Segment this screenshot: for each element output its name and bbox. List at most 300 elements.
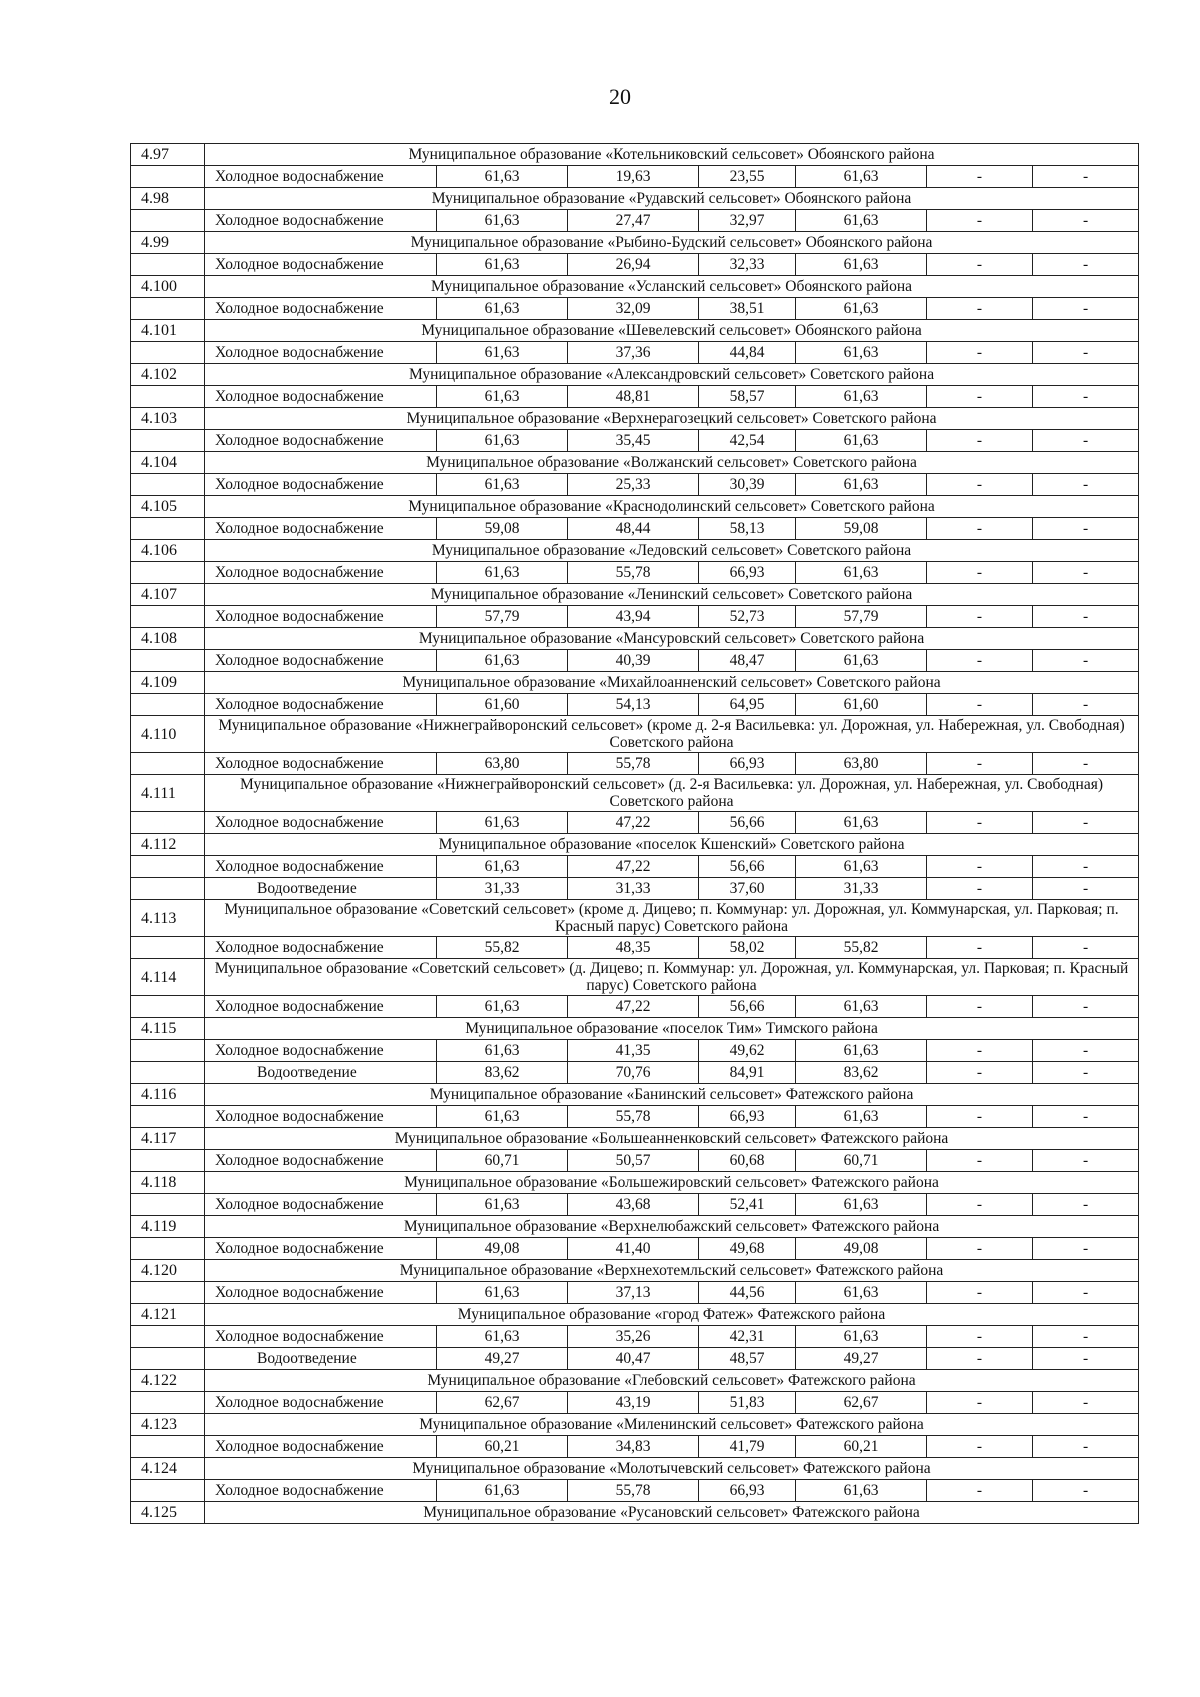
empty-cell bbox=[131, 430, 205, 452]
group-title: Муниципальное образование «Молотычевский сельсовет» Фатежского района bbox=[205, 1458, 1139, 1480]
group-number: 4.105 bbox=[131, 496, 205, 518]
service-row bbox=[131, 1348, 1139, 1370]
tariff-value: 55,78 bbox=[568, 562, 699, 584]
tariff-value: 40,47 bbox=[568, 1348, 699, 1370]
tariff-value: 61,63 bbox=[796, 856, 927, 878]
tariff-value: 61,63 bbox=[437, 1480, 568, 1502]
empty-cell bbox=[131, 1436, 205, 1458]
service-name: Холодное водоснабжение bbox=[205, 1436, 437, 1458]
tariff-value: 44,84 bbox=[699, 342, 796, 364]
tariff-value: 42,54 bbox=[699, 430, 796, 452]
empty-cell bbox=[131, 518, 205, 540]
tariff-value: - bbox=[927, 650, 1033, 672]
tariff-value: - bbox=[927, 878, 1033, 900]
tariff-value: 60,71 bbox=[796, 1150, 927, 1172]
tariff-value: 49,08 bbox=[437, 1238, 568, 1260]
group-title: Муниципальное образование «Михайлоанненский сельсовет» Советского района bbox=[205, 672, 1139, 694]
group-header-row bbox=[131, 408, 1139, 430]
group-title: Муниципальное образование «Мансуровский сельсовет» Советского района bbox=[205, 628, 1139, 650]
tariff-value: - bbox=[1033, 1106, 1139, 1128]
group-title: Муниципальное образование «Верхнелюбажский сельсовет» Фатежского района bbox=[205, 1216, 1139, 1238]
service-row bbox=[131, 1040, 1139, 1062]
tariff-value: 61,63 bbox=[796, 210, 927, 232]
group-title: Муниципальное образование «Ленинский сельсовет» Советского района bbox=[205, 584, 1139, 606]
service-row bbox=[131, 1106, 1139, 1128]
group-title: Муниципальное образование «Рыбино-Будский сельсовет» Обоянского района bbox=[205, 232, 1139, 254]
tariff-value: - bbox=[927, 166, 1033, 188]
group-header-row bbox=[131, 188, 1139, 210]
service-name: Холодное водоснабжение bbox=[205, 1040, 437, 1062]
group-title: Муниципальное образование «Верхнерагозецкий сельсовет» Советского района bbox=[205, 408, 1139, 430]
tariff-value: 55,78 bbox=[568, 1480, 699, 1502]
tariff-value: 61,63 bbox=[796, 386, 927, 408]
tariff-value: 60,21 bbox=[796, 1436, 927, 1458]
group-number: 4.119 bbox=[131, 1216, 205, 1238]
service-name: Холодное водоснабжение bbox=[205, 254, 437, 276]
group-header-row bbox=[131, 276, 1139, 298]
tariff-value: - bbox=[927, 606, 1033, 628]
tariff-value: - bbox=[1033, 1392, 1139, 1414]
tariff-value: - bbox=[1033, 1282, 1139, 1304]
tariff-value: 38,51 bbox=[699, 298, 796, 320]
tariff-value: 48,47 bbox=[699, 650, 796, 672]
tariff-value: - bbox=[1033, 518, 1139, 540]
tariff-value: 48,35 bbox=[568, 937, 699, 959]
tariff-value: 61,63 bbox=[437, 210, 568, 232]
tariff-value: 61,63 bbox=[437, 298, 568, 320]
service-row bbox=[131, 996, 1139, 1018]
tariff-value: 62,67 bbox=[437, 1392, 568, 1414]
service-row bbox=[131, 1392, 1139, 1414]
empty-cell bbox=[131, 166, 205, 188]
service-name: Холодное водоснабжение bbox=[205, 298, 437, 320]
tariff-value: 61,63 bbox=[437, 342, 568, 364]
tariff-value: 48,81 bbox=[568, 386, 699, 408]
group-header-row bbox=[131, 959, 1139, 996]
tariff-value: 59,08 bbox=[796, 518, 927, 540]
service-row bbox=[131, 430, 1139, 452]
service-row bbox=[131, 1194, 1139, 1216]
tariff-value: - bbox=[1033, 606, 1139, 628]
empty-cell bbox=[131, 856, 205, 878]
tariff-value: 58,13 bbox=[699, 518, 796, 540]
tariff-value: - bbox=[1033, 753, 1139, 775]
group-number: 4.100 bbox=[131, 276, 205, 298]
service-name: Водоотведение bbox=[205, 1062, 437, 1084]
tariff-value: - bbox=[927, 856, 1033, 878]
tariff-value: 32,09 bbox=[568, 298, 699, 320]
group-title: Муниципальное образование «город Фатеж» Фатежского района bbox=[205, 1304, 1139, 1326]
group-title: Муниципальное образование «поселок Тим» Тимского района bbox=[205, 1018, 1139, 1040]
tariff-value: 61,63 bbox=[437, 812, 568, 834]
tariff-value: 62,67 bbox=[796, 1392, 927, 1414]
group-header-row bbox=[131, 834, 1139, 856]
service-row bbox=[131, 694, 1139, 716]
service-row bbox=[131, 606, 1139, 628]
service-row bbox=[131, 1238, 1139, 1260]
tariff-value: 52,73 bbox=[699, 606, 796, 628]
tariff-value: 41,79 bbox=[699, 1436, 796, 1458]
service-row bbox=[131, 753, 1139, 775]
tariff-value: 41,35 bbox=[568, 1040, 699, 1062]
tariff-value: 61,63 bbox=[437, 996, 568, 1018]
group-number: 4.118 bbox=[131, 1172, 205, 1194]
tariff-value: 61,63 bbox=[437, 1326, 568, 1348]
tariff-value: 50,57 bbox=[568, 1150, 699, 1172]
group-number: 4.117 bbox=[131, 1128, 205, 1150]
tariff-value: - bbox=[1033, 210, 1139, 232]
service-name: Холодное водоснабжение bbox=[205, 210, 437, 232]
tariff-value: 56,66 bbox=[699, 996, 796, 1018]
tariff-value: 61,63 bbox=[796, 650, 927, 672]
service-row bbox=[131, 937, 1139, 959]
group-number: 4.110 bbox=[131, 716, 205, 753]
empty-cell bbox=[131, 254, 205, 276]
tariff-value: - bbox=[927, 342, 1033, 364]
tariff-value: 61,63 bbox=[796, 166, 927, 188]
tariff-value: 37,60 bbox=[699, 878, 796, 900]
group-header-row bbox=[131, 1084, 1139, 1106]
group-title: Муниципальное образование «Нижнеграйворонский сельсовет» (кроме д. 2-я Васильевка: ул. Дорожная, ул. Набережная, ул. Свободная) Советского района bbox=[205, 716, 1139, 753]
group-number: 4.116 bbox=[131, 1084, 205, 1106]
group-number: 4.122 bbox=[131, 1370, 205, 1392]
tariff-value: 63,80 bbox=[796, 753, 927, 775]
tariff-value: 37,13 bbox=[568, 1282, 699, 1304]
service-name: Холодное водоснабжение bbox=[205, 856, 437, 878]
service-name: Холодное водоснабжение bbox=[205, 518, 437, 540]
service-row bbox=[131, 474, 1139, 496]
service-name: Холодное водоснабжение bbox=[205, 650, 437, 672]
service-name: Холодное водоснабжение bbox=[205, 1150, 437, 1172]
tariff-value: - bbox=[927, 1194, 1033, 1216]
tariff-value: 31,33 bbox=[437, 878, 568, 900]
tariff-value: 61,63 bbox=[796, 1106, 927, 1128]
tariff-value: 31,33 bbox=[796, 878, 927, 900]
service-name: Холодное водоснабжение bbox=[205, 562, 437, 584]
tariff-value: 56,66 bbox=[699, 856, 796, 878]
group-number: 4.111 bbox=[131, 775, 205, 812]
tariff-value: 61,63 bbox=[437, 386, 568, 408]
tariff-table bbox=[130, 143, 1139, 1524]
service-row bbox=[131, 878, 1139, 900]
group-number: 4.124 bbox=[131, 1458, 205, 1480]
tariff-value: 48,44 bbox=[568, 518, 699, 540]
service-name: Холодное водоснабжение bbox=[205, 606, 437, 628]
group-title: Муниципальное образование «Волжанский сельсовет» Советского района bbox=[205, 452, 1139, 474]
tariff-value: 60,71 bbox=[437, 1150, 568, 1172]
tariff-value: 61,63 bbox=[796, 1326, 927, 1348]
group-header-row bbox=[131, 320, 1139, 342]
service-name: Водоотведение bbox=[205, 878, 437, 900]
tariff-value: 48,57 bbox=[699, 1348, 796, 1370]
tariff-value: 64,95 bbox=[699, 694, 796, 716]
tariff-value: - bbox=[1033, 254, 1139, 276]
service-name: Холодное водоснабжение bbox=[205, 386, 437, 408]
tariff-value: 66,93 bbox=[699, 753, 796, 775]
group-title: Муниципальное образование «Банинский сельсовет» Фатежского района bbox=[205, 1084, 1139, 1106]
tariff-value: - bbox=[927, 1436, 1033, 1458]
tariff-value: 49,62 bbox=[699, 1040, 796, 1062]
group-header-row bbox=[131, 1458, 1139, 1480]
group-number: 4.101 bbox=[131, 320, 205, 342]
tariff-value: 23,55 bbox=[699, 166, 796, 188]
group-title: Муниципальное образование «Ледовский сельсовет» Советского района bbox=[205, 540, 1139, 562]
service-row bbox=[131, 386, 1139, 408]
service-row bbox=[131, 856, 1139, 878]
tariff-value: 61,63 bbox=[796, 1194, 927, 1216]
group-title: Муниципальное образование «Александровский сельсовет» Советского района bbox=[205, 364, 1139, 386]
tariff-value: 47,22 bbox=[568, 812, 699, 834]
group-title: Муниципальное образование «Нижнеграйворонский сельсовет» (д. 2-я Васильевка: ул. Дорожная, ул. Набережная, ул. Свободная) Советского района bbox=[205, 775, 1139, 812]
empty-cell bbox=[131, 1392, 205, 1414]
service-name: Холодное водоснабжение bbox=[205, 1194, 437, 1216]
tariff-value: - bbox=[927, 1348, 1033, 1370]
service-name: Холодное водоснабжение bbox=[205, 430, 437, 452]
group-header-row bbox=[131, 364, 1139, 386]
tariff-value: 61,63 bbox=[437, 474, 568, 496]
tariff-value: 60,68 bbox=[699, 1150, 796, 1172]
tariff-value: - bbox=[927, 210, 1033, 232]
tariff-value: 40,39 bbox=[568, 650, 699, 672]
tariff-value: 61,63 bbox=[796, 298, 927, 320]
tariff-value: - bbox=[1033, 1062, 1139, 1084]
group-number: 4.125 bbox=[131, 1502, 205, 1524]
tariff-value: - bbox=[927, 1238, 1033, 1260]
group-title: Муниципальное образование «Миленинский сельсовет» Фатежского района bbox=[205, 1414, 1139, 1436]
tariff-value: - bbox=[927, 254, 1033, 276]
tariff-value: - bbox=[1033, 474, 1139, 496]
tariff-value: 26,94 bbox=[568, 254, 699, 276]
tariff-value: 55,78 bbox=[568, 1106, 699, 1128]
service-row bbox=[131, 1282, 1139, 1304]
tariff-value: 56,66 bbox=[699, 812, 796, 834]
group-title: Муниципальное образование «Рудавский сельсовет» Обоянского района bbox=[205, 188, 1139, 210]
service-name: Холодное водоснабжение bbox=[205, 474, 437, 496]
tariff-value: 52,41 bbox=[699, 1194, 796, 1216]
tariff-value: 83,62 bbox=[796, 1062, 927, 1084]
tariff-value: 25,33 bbox=[568, 474, 699, 496]
tariff-value: 61,63 bbox=[796, 430, 927, 452]
service-row bbox=[131, 1480, 1139, 1502]
tariff-value: - bbox=[927, 1040, 1033, 1062]
tariff-value: 61,63 bbox=[437, 562, 568, 584]
group-header-row bbox=[131, 1018, 1139, 1040]
empty-cell bbox=[131, 650, 205, 672]
tariff-value: - bbox=[927, 474, 1033, 496]
group-header-row bbox=[131, 584, 1139, 606]
empty-cell bbox=[131, 298, 205, 320]
service-name: Водоотведение bbox=[205, 1348, 437, 1370]
tariff-value: - bbox=[1033, 430, 1139, 452]
tariff-value: 61,60 bbox=[437, 694, 568, 716]
service-name: Холодное водоснабжение bbox=[205, 1282, 437, 1304]
table-body bbox=[131, 144, 1139, 1524]
tariff-value: - bbox=[1033, 937, 1139, 959]
group-number: 4.104 bbox=[131, 452, 205, 474]
empty-cell bbox=[131, 1150, 205, 1172]
group-number: 4.114 bbox=[131, 959, 205, 996]
service-name: Холодное водоснабжение bbox=[205, 1480, 437, 1502]
group-header-row bbox=[131, 540, 1139, 562]
service-row bbox=[131, 1150, 1139, 1172]
tariff-value: 59,08 bbox=[437, 518, 568, 540]
service-name: Холодное водоснабжение bbox=[205, 1326, 437, 1348]
service-row bbox=[131, 812, 1139, 834]
tariff-value: 31,33 bbox=[568, 878, 699, 900]
tariff-value: - bbox=[927, 1480, 1033, 1502]
service-row bbox=[131, 518, 1139, 540]
tariff-value: - bbox=[927, 812, 1033, 834]
service-name: Холодное водоснабжение bbox=[205, 996, 437, 1018]
group-number: 4.121 bbox=[131, 1304, 205, 1326]
service-row bbox=[131, 210, 1139, 232]
tariff-value: 61,63 bbox=[796, 812, 927, 834]
tariff-value: 41,40 bbox=[568, 1238, 699, 1260]
group-number: 4.109 bbox=[131, 672, 205, 694]
group-number: 4.112 bbox=[131, 834, 205, 856]
group-header-row bbox=[131, 1172, 1139, 1194]
tariff-value: - bbox=[1033, 1194, 1139, 1216]
group-header-row bbox=[131, 775, 1139, 812]
group-title: Муниципальное образование «Глебовский сельсовет» Фатежского района bbox=[205, 1370, 1139, 1392]
empty-cell bbox=[131, 1194, 205, 1216]
tariff-value: 43,19 bbox=[568, 1392, 699, 1414]
service-row bbox=[131, 1326, 1139, 1348]
tariff-value: 61,63 bbox=[437, 1106, 568, 1128]
tariff-value: - bbox=[1033, 386, 1139, 408]
tariff-value: 61,63 bbox=[437, 1282, 568, 1304]
tariff-value: 61,63 bbox=[437, 1040, 568, 1062]
tariff-value: - bbox=[1033, 996, 1139, 1018]
group-number: 4.113 bbox=[131, 900, 205, 937]
empty-cell bbox=[131, 1238, 205, 1260]
service-row bbox=[131, 342, 1139, 364]
empty-cell bbox=[131, 210, 205, 232]
tariff-value: - bbox=[1033, 856, 1139, 878]
tariff-value: 57,79 bbox=[796, 606, 927, 628]
tariff-value: 43,94 bbox=[568, 606, 699, 628]
tariff-value: 61,63 bbox=[796, 996, 927, 1018]
tariff-value: - bbox=[1033, 1348, 1139, 1370]
group-header-row bbox=[131, 1216, 1139, 1238]
tariff-value: 61,63 bbox=[796, 474, 927, 496]
tariff-value: - bbox=[927, 1062, 1033, 1084]
group-title: Муниципальное образование «Большежировский сельсовет» Фатежского района bbox=[205, 1172, 1139, 1194]
tariff-value: 61,63 bbox=[437, 856, 568, 878]
service-row bbox=[131, 1436, 1139, 1458]
tariff-value: - bbox=[927, 1392, 1033, 1414]
service-row bbox=[131, 562, 1139, 584]
tariff-value: 61,63 bbox=[437, 166, 568, 188]
tariff-value: - bbox=[1033, 562, 1139, 584]
tariff-value: 37,36 bbox=[568, 342, 699, 364]
tariff-value: - bbox=[1033, 1238, 1139, 1260]
group-header-row bbox=[131, 900, 1139, 937]
tariff-value: 61,63 bbox=[796, 342, 927, 364]
group-header-row bbox=[131, 1128, 1139, 1150]
tariff-value: - bbox=[1033, 342, 1139, 364]
tariff-value: 27,47 bbox=[568, 210, 699, 232]
empty-cell bbox=[131, 996, 205, 1018]
group-header-row bbox=[131, 1414, 1139, 1436]
tariff-value: 66,93 bbox=[699, 1480, 796, 1502]
tariff-value: 55,82 bbox=[796, 937, 927, 959]
service-row bbox=[131, 254, 1139, 276]
group-header-row bbox=[131, 1260, 1139, 1282]
tariff-value: 35,26 bbox=[568, 1326, 699, 1348]
tariff-value: 63,80 bbox=[437, 753, 568, 775]
tariff-value: - bbox=[927, 753, 1033, 775]
tariff-value: - bbox=[927, 1326, 1033, 1348]
service-name: Холодное водоснабжение bbox=[205, 166, 437, 188]
empty-cell bbox=[131, 1282, 205, 1304]
tariff-value: - bbox=[1033, 1436, 1139, 1458]
group-number: 4.98 bbox=[131, 188, 205, 210]
group-number: 4.106 bbox=[131, 540, 205, 562]
group-number: 4.102 bbox=[131, 364, 205, 386]
tariff-value: 49,27 bbox=[796, 1348, 927, 1370]
tariff-value: 58,57 bbox=[699, 386, 796, 408]
group-header-row bbox=[131, 1304, 1139, 1326]
empty-cell bbox=[131, 1326, 205, 1348]
service-name: Холодное водоснабжение bbox=[205, 937, 437, 959]
tariff-value: 43,68 bbox=[568, 1194, 699, 1216]
tariff-value: 49,68 bbox=[699, 1238, 796, 1260]
service-row bbox=[131, 1062, 1139, 1084]
tariff-value: 70,76 bbox=[568, 1062, 699, 1084]
group-header-row bbox=[131, 628, 1139, 650]
group-number: 4.123 bbox=[131, 1414, 205, 1436]
page-number: 20 bbox=[609, 84, 631, 109]
group-header-row bbox=[131, 1370, 1139, 1392]
tariff-value: 61,63 bbox=[796, 1480, 927, 1502]
group-title: Муниципальное образование «Усланский сельсовет» Обоянского района bbox=[205, 276, 1139, 298]
service-row bbox=[131, 166, 1139, 188]
tariff-value: - bbox=[927, 694, 1033, 716]
service-row bbox=[131, 650, 1139, 672]
tariff-value: 61,63 bbox=[796, 1282, 927, 1304]
tariff-value: 30,39 bbox=[699, 474, 796, 496]
group-number: 4.107 bbox=[131, 584, 205, 606]
tariff-value: - bbox=[927, 298, 1033, 320]
group-title: Муниципальное образование «Большеанненковский сельсовет» Фатежского района bbox=[205, 1128, 1139, 1150]
group-title: Муниципальное образование «Котельниковский сельсовет» Обоянского района bbox=[205, 144, 1139, 166]
tariff-value: 49,27 bbox=[437, 1348, 568, 1370]
tariff-value: - bbox=[927, 430, 1033, 452]
tariff-value: 61,60 bbox=[796, 694, 927, 716]
tariff-value: 51,83 bbox=[699, 1392, 796, 1414]
tariff-value: 32,33 bbox=[699, 254, 796, 276]
service-name: Холодное водоснабжение bbox=[205, 694, 437, 716]
tariff-value: 42,31 bbox=[699, 1326, 796, 1348]
group-header-row bbox=[131, 452, 1139, 474]
group-number: 4.115 bbox=[131, 1018, 205, 1040]
tariff-value: - bbox=[927, 1150, 1033, 1172]
service-row bbox=[131, 298, 1139, 320]
tariff-value: - bbox=[1033, 650, 1139, 672]
group-header-row bbox=[131, 144, 1139, 166]
tariff-value: 61,63 bbox=[796, 1040, 927, 1062]
group-title: Муниципальное образование «Русановский сельсовет» Фатежского района bbox=[205, 1502, 1139, 1524]
tariff-value: - bbox=[927, 1106, 1033, 1128]
tariff-value: 61,63 bbox=[796, 254, 927, 276]
tariff-value: 54,13 bbox=[568, 694, 699, 716]
group-number: 4.97 bbox=[131, 144, 205, 166]
tariff-value: - bbox=[1033, 878, 1139, 900]
service-name: Холодное водоснабжение bbox=[205, 753, 437, 775]
tariff-value: - bbox=[1033, 1480, 1139, 1502]
group-header-row bbox=[131, 496, 1139, 518]
